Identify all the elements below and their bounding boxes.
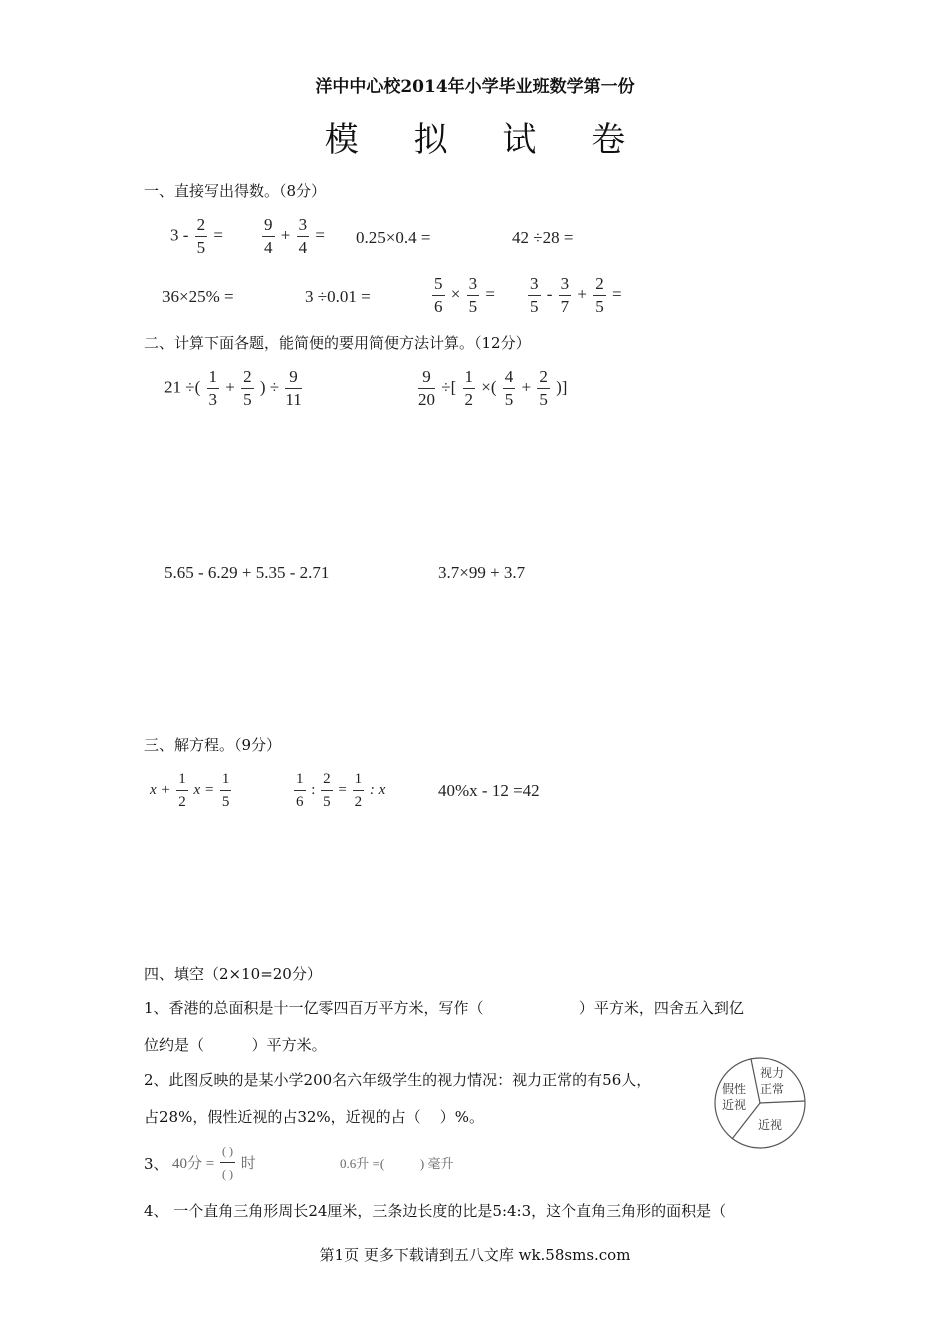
s1-problem-2: $\frac{9}{4}$ + $\frac{3}{4}$ =	[264, 215, 325, 257]
s3-equation-2: $\frac{1}{6}$ : $\frac{2}{5}$ = $\frac{1}{2}$ : x	[292, 768, 385, 813]
pie-label-pseudo-2: 近视	[721, 1098, 747, 1112]
s1-problem-3: 0.25×0.4 =	[356, 228, 431, 247]
s1-problem-8: $\frac{3}{5}$ - $\frac{3}{7}$ + $\frac{2}{5}$ =	[530, 274, 622, 316]
s2-expression-4: 3.7×99 + 3.7	[438, 563, 526, 582]
s4-question-1-line1: 1、香港的总面积是十一亿零四百万平方米，写作（ ）平方米，四舍五入到亿	[144, 999, 744, 1017]
section3-heading: 三、解方程。（9分）	[144, 736, 282, 754]
s4-question-1-line2: 位约是（ ）平方米。	[144, 1036, 327, 1054]
pie-label-normal-2: 正常	[759, 1082, 785, 1096]
pie-label-pseudo-1: 假性	[721, 1082, 747, 1096]
s1-problem-5: 36×25% =	[162, 287, 234, 306]
s2-expression-2: $\frac{9}{20}$ ÷[ $\frac{1}{2}$ ×( $\frac{4}{5}$ + $\frac{2}{5}$ )]	[418, 367, 568, 409]
s3-equation-1: x + $\frac{1}{2}$ x = $\frac{1}{5}$	[150, 768, 233, 813]
pie-label-normal-1: 视力	[759, 1066, 785, 1080]
s4-question-2-line1: 2、此图反映的是某小学200名六年级学生的视力情况：视力正常的有56人，	[144, 1071, 652, 1089]
s1-problem-6: 3 ÷0.01 =	[305, 287, 371, 306]
section1-heading: 一、直接写出得数。（8分）	[144, 182, 327, 200]
s4-question-3-expr-a: 40分 = $\frac{( )}{( )}$ 时	[172, 1140, 256, 1185]
exam-main-title: 模 拟 试 卷	[324, 120, 648, 160]
s4-question-3-expr-b: 0.6升 =( ) 毫升	[340, 1156, 454, 1171]
exam-school-title: 洋中中心校2014年小学毕业班数学第一份	[315, 77, 635, 97]
s4-question-4-line1: 4、 一个直角三角形周长24厘米，三条边长度的比是5:4:3，这个直角三角形的面积是（	[144, 1202, 727, 1220]
s1-problem-7: $\frac{5}{6}$ × $\frac{3}{5}$ =	[434, 274, 495, 316]
section2-heading: 二、计算下面各题，能简便的要用简便方法计算。（12分）	[144, 334, 531, 352]
s3-equation-3: 40%x - 12 =42	[438, 781, 540, 800]
section4-heading: 四、填空（2×10=20分）	[144, 965, 322, 983]
page-footer: 第1页 更多下载请到五八文库 wk.58sms.com	[319, 1246, 631, 1264]
pie-label-myopia: 近视	[757, 1118, 783, 1132]
s4-question-2-line2: 占28%，假性近视的占32%，近视的占（ ）%。	[144, 1108, 485, 1126]
s2-expression-1: 21 ÷( $\frac{1}{3}$ + $\frac{2}{5}$ ) ÷ $\frac{9}{11}$	[164, 367, 302, 409]
s1-problem-1: 3 - $\frac{2}{5}$ =	[170, 215, 224, 257]
s2-expression-3: 5.65 - 6.29 + 5.35 - 2.71	[164, 563, 330, 582]
vision-pie-figure	[712, 1055, 808, 1151]
s4-question-3-label: 3、	[144, 1155, 169, 1173]
s1-problem-4: 42 ÷28 =	[512, 228, 574, 247]
